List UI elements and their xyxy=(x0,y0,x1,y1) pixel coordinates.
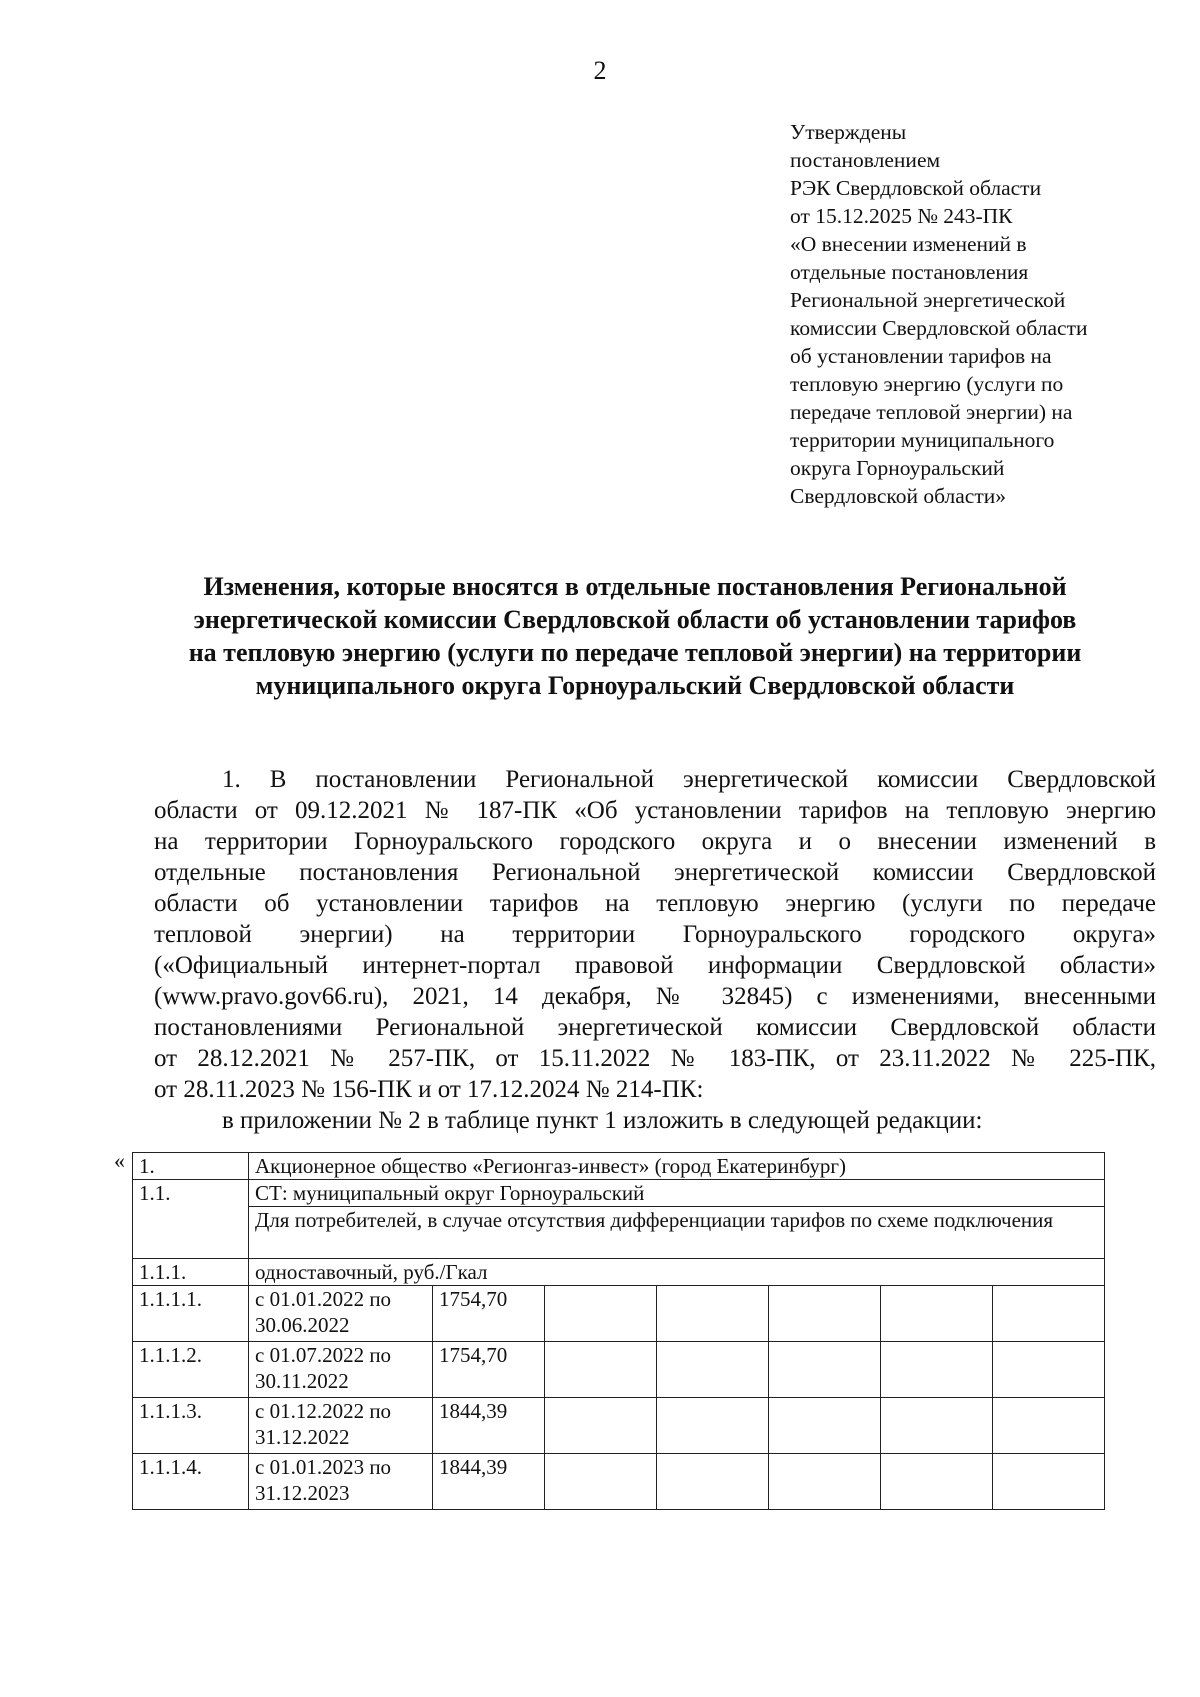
paragraph-line: области об установлении тарифов на тепловую энергию (услуги по передаче xyxy=(154,890,1156,917)
period-cell: с 01.01.2022 по 30.06.2022 xyxy=(249,1286,433,1342)
approval-line: Региональной энергетической xyxy=(790,288,1066,312)
empty-cell xyxy=(993,1454,1105,1510)
row-number: 1.1.1.3. xyxy=(133,1398,249,1454)
approval-line: Утверждены xyxy=(790,120,907,144)
paragraph-line: на территории Горноуральского городского округа и о внесении изменений в xyxy=(154,828,1156,855)
paragraph-line: от 28.12.2021 № 257-ПК, от 15.11.2022 № 183-ПК, от 23.11.2022 № 225-ПК, xyxy=(154,1045,1156,1072)
consumer-group: Для потребителей, в случае отсутствия дифференциации тарифов по схеме подключения xyxy=(249,1207,1105,1259)
empty-cell xyxy=(657,1286,769,1342)
title-line: муниципального округа Горноуральский Свердловской области xyxy=(255,671,1015,700)
empty-cell xyxy=(769,1454,881,1510)
paragraph-line: 1. В постановлении Региональной энергетической комиссии Свердловской xyxy=(222,766,1156,793)
approval-line: округа Горноуральский xyxy=(790,456,1005,480)
organization-name: Акционерное общество «Регионгаз-инвест» (город Екатеринбург) xyxy=(249,1153,1105,1180)
approval-line: «О внесении изменений в xyxy=(790,232,1027,256)
approval-line: от 15.12.2025 № 243-ПК xyxy=(790,204,1013,228)
row-number: 1.1.1.4. xyxy=(133,1454,249,1510)
empty-cell xyxy=(545,1454,657,1510)
table-row xyxy=(133,1207,1105,1259)
empty-cell xyxy=(881,1286,993,1342)
row-number: 1.1.1. xyxy=(133,1259,249,1286)
title-line: на тепловую энергию (услуги по передаче тепловой энергии) на территории xyxy=(188,638,1082,667)
approval-line: РЭК Свердловской области xyxy=(790,176,1042,200)
opening-quote-mark: « xyxy=(114,1148,125,1173)
empty-cell xyxy=(657,1454,769,1510)
row-number: 1.1. xyxy=(133,1180,249,1259)
page-number: 2 xyxy=(593,56,607,85)
period-cell: с 01.12.2022 по 31.12.2022 xyxy=(249,1398,433,1454)
empty-cell xyxy=(657,1342,769,1398)
empty-cell xyxy=(657,1398,769,1454)
paragraph-line: от 28.11.2023 № 156-ПК и от 17.12.2024 № 214-ПК: xyxy=(154,1076,704,1103)
empty-cell xyxy=(993,1286,1105,1342)
empty-cell xyxy=(881,1398,993,1454)
approval-line: отдельные постановления xyxy=(790,260,1029,284)
paragraph-line: тепловой энергии) на территории Горноуральского городского округа» xyxy=(154,921,1156,948)
table-row xyxy=(133,1153,1105,1180)
document-title xyxy=(150,570,1120,702)
title-line: Изменения, которые вносятся в отдельные постановления Региональной xyxy=(203,572,1067,601)
table-row xyxy=(133,1454,1105,1510)
empty-cell xyxy=(769,1342,881,1398)
period-cell: с 01.07.2022 по 30.11.2022 xyxy=(249,1342,433,1398)
empty-cell xyxy=(993,1342,1105,1398)
row-number: 1.1.1.1. xyxy=(133,1286,249,1342)
paragraph-line: («Официальный интернет-портал правовой информации Свердловской области» xyxy=(154,952,1156,979)
approval-line: тепловую энергию (услуги по xyxy=(790,372,1064,396)
table-row xyxy=(133,1259,1105,1286)
row-number: 1.1.1.2. xyxy=(133,1342,249,1398)
paragraph-line: отдельные постановления Региональной энергетической комиссии Свердловской xyxy=(154,859,1156,886)
approval-line: передаче тепловой энергии) на xyxy=(790,400,1073,424)
empty-cell xyxy=(545,1342,657,1398)
tariff-value-cell: 1844,39 xyxy=(433,1398,545,1454)
empty-cell xyxy=(769,1398,881,1454)
main-paragraph xyxy=(154,764,1156,1136)
tariff-value-cell: 1754,70 xyxy=(433,1342,545,1398)
title-line: энергетической комиссии Свердловской области об установлении тарифов xyxy=(193,605,1077,634)
tariff-table xyxy=(132,1152,1105,1510)
approval-line: Свердловской области» xyxy=(790,484,1006,508)
table-row xyxy=(133,1286,1105,1342)
heat-system-name: СТ: муниципальный округ Горноуральский xyxy=(249,1180,1105,1207)
paragraph-line: постановлениями Региональной энергетической комиссии Свердловской области xyxy=(154,1014,1156,1041)
row-number: 1. xyxy=(133,1153,249,1180)
period-cell: с 01.01.2023 по 31.12.2023 xyxy=(249,1454,433,1510)
approval-block xyxy=(790,118,1170,510)
empty-cell xyxy=(881,1342,993,1398)
empty-cell xyxy=(993,1398,1105,1454)
empty-cell xyxy=(545,1286,657,1342)
paragraph-line: области от 09.12.2021 № 187-ПК «Об установлении тарифов на тепловую энергию xyxy=(154,797,1156,824)
empty-cell xyxy=(545,1398,657,1454)
approval-line: об установлении тарифов на xyxy=(790,344,1052,368)
approval-line: комиссии Свердловской области xyxy=(790,316,1088,340)
paragraph-line: (www.pravo.gov66.ru), 2021, 14 декабря, № 32845) с изменениями, внесенными xyxy=(154,983,1156,1010)
approval-line: территории муниципального xyxy=(790,428,1055,452)
tariff-value-cell: 1844,39 xyxy=(433,1454,545,1510)
empty-cell xyxy=(769,1286,881,1342)
paragraph-line: в приложении № 2 в таблице пункт 1 изложить в следующей редакции: xyxy=(222,1107,983,1134)
approval-line: постановлением xyxy=(790,148,941,172)
table-row xyxy=(133,1180,1105,1207)
tariff-value-cell: 1754,70 xyxy=(433,1286,545,1342)
empty-cell xyxy=(881,1454,993,1510)
tariff-type: одноставочный, руб./Гкал xyxy=(249,1259,1105,1286)
table-row xyxy=(133,1398,1105,1454)
table-row xyxy=(133,1342,1105,1398)
